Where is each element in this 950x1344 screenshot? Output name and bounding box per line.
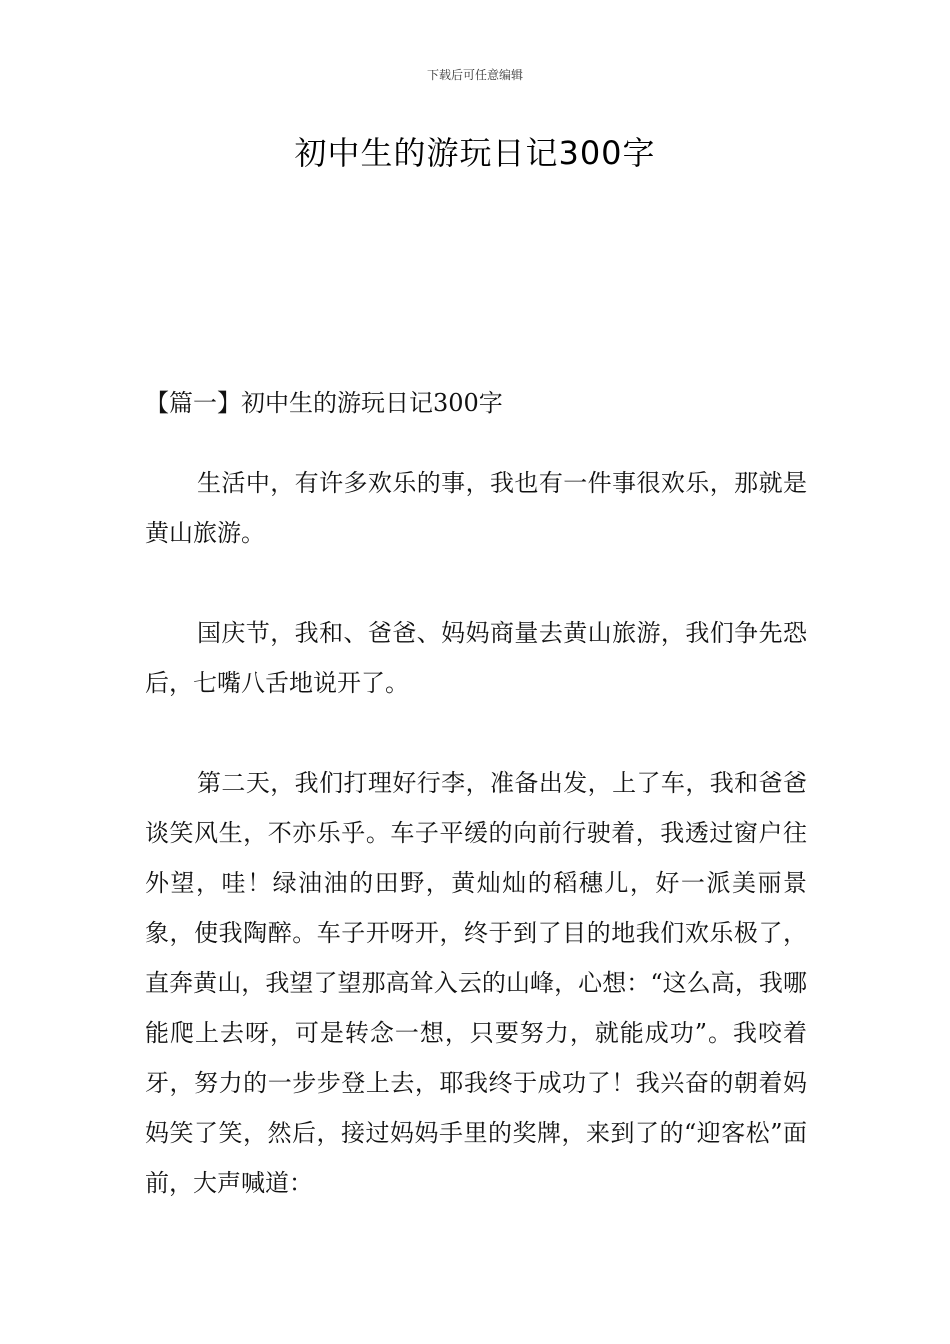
document-body bbox=[145, 378, 807, 1208]
paragraph-1: 生活中，有许多欢乐的事，我也有一件事很欢乐，那就是黄山旅游。 bbox=[145, 469, 807, 547]
paragraph-3: 第二天，我们打理好行李，准备出发，上了车，我和爸爸谈笑风生，不亦乐乎。车子平缓的向前行驶着，我透过窗户往外望，哇！绿油油的田野，黄灿灿的稻穗儿，好一派美丽景象，使我陶醉。车子开呀开，终于到了目的地我们欢乐极了，直奔黄山，我望了望那高耸入云的山峰，心想：“这么高，我哪能爬上去呀，可是转念一想，只要努力，就能成功”。我咬着牙，努力的一步步登上去，耶我终于成功了！我兴奋的朝着妈妈笑了笑，然后，接过妈妈手里的奖牌，来到了的“迎客松”面前，大声喊道： bbox=[145, 769, 807, 1197]
header-note: 下载后可任意编辑 bbox=[426, 68, 523, 82]
paragraph-2: 国庆节，我和、爸爸、妈妈商量去黄山旅游，我们争先恐后，七嘴八舌地说开了。 bbox=[145, 619, 807, 697]
section-heading: 【篇一】初中生的游玩日记300字 bbox=[145, 389, 503, 417]
document-title: 初中生的游玩日记300字 bbox=[294, 134, 656, 172]
